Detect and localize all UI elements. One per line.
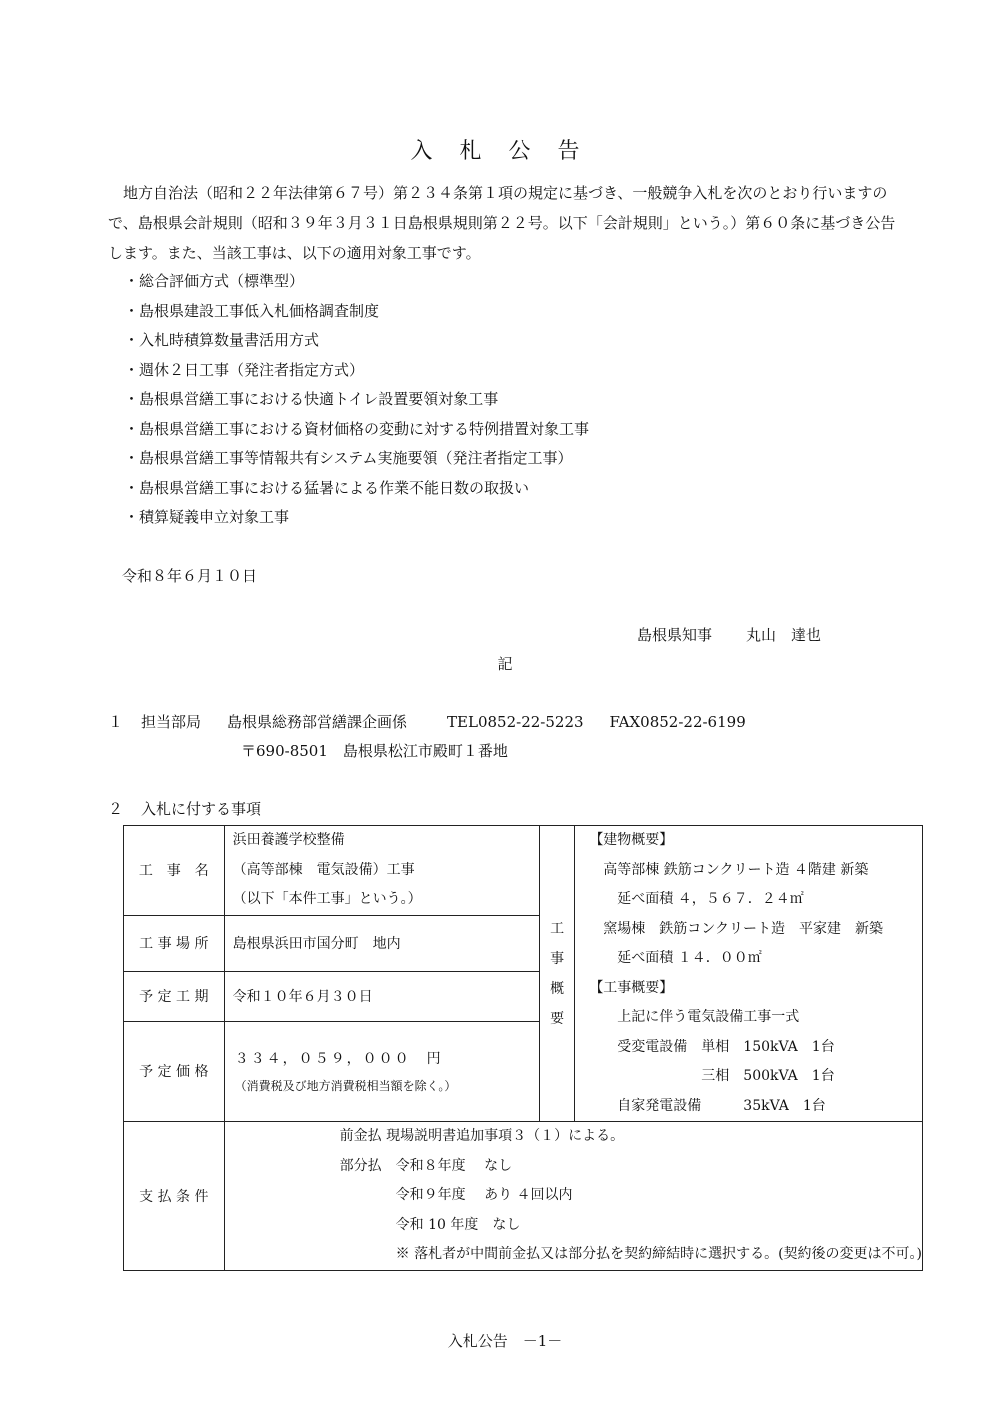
shiharai-line: 令和９年度 あり ４回以内 [339,1187,573,1203]
page-title: 入 札 公 告 [410,139,590,164]
gaiyou-label-char: 工 [550,920,565,937]
section2-label: 入札に付する事項 [141,800,262,818]
shiharai-value [224,1122,922,1271]
shiharai-line: 部分払 令和８年度 なし [339,1157,513,1174]
gaiyou-line: 自家発電設備 35kVA 1台 [589,1097,826,1114]
section2-number: ２ [108,800,124,818]
bullet-item: ・週休２日工事（発注者指定方式） [124,360,365,379]
gaiyou-value [575,826,923,1122]
bullet-item: ・総合評価方式（標準型） [124,272,305,290]
governor-signature [637,621,821,649]
gaiyou-line: 上記に伴う電気設備工事一式 [589,1009,800,1025]
governor-title: 島根県知事 [637,626,713,644]
section1-tel: TEL0852-22-5223 [447,713,584,731]
gaiyou-line: 三相 500kVA 1台 [589,1068,835,1084]
bullet-item: ・積算疑義申立対象工事 [124,508,290,526]
ki-heading: 記 [497,655,513,673]
gaiyou-label-char: 事 [550,950,565,967]
kouji-mei-value [224,826,539,916]
kouji-mei-line: （高等部棟 電気設備）工事 [232,861,415,878]
kouki-value: 令和１０年６月３０日 [224,971,539,1021]
section2-heading [108,795,261,823]
gaiyou-label [540,826,575,1122]
kakaku-label: 予 定 価 格 [124,1021,225,1121]
shiharai-line: 令和 10 年度 なし [339,1216,521,1233]
basho-label: 工 事 場 所 [124,915,225,971]
gaiyou-line: 【工事概要】 [589,979,674,996]
gaiyou-line: 延べ面積 １４．００㎡ [589,950,762,966]
bullet-list [124,267,589,533]
gaiyou-label-char: 概 [550,980,565,997]
notice-date: 令和８年６月１０日 [122,567,258,585]
gaiyou-line: 高等部棟 鉄筋コンクリート造 ４階建 新築 [589,861,869,878]
governor-name: 丸山 達也 [746,626,822,644]
gaiyou-line: 窯場棟 鉄筋コンクリート造 平家建 新築 [589,920,884,937]
section1-address: 〒690-8501 島根県松江市殿町１番地 [241,742,508,760]
shiharai-line: ※ 落札者が中間前金払又は部分払を契約締結時に選択する。(契約後の変更は不可。) [339,1246,922,1262]
bullet-item: ・島根県営繕工事における猛暑による作業不能日数の取扱い [124,478,530,497]
gaiyou-line: 受変電設備 単相 150kVA 1台 [589,1038,835,1055]
basho-value: 島根県浜田市国分町 地内 [224,915,539,971]
kakaku-cell [224,1021,539,1121]
bid-items-table [123,825,923,1271]
kouji-mei-label: 工 事 名 [124,826,225,916]
kouji-mei-line: 浜田養護学校整備 [232,832,345,849]
page-footer: 入札公告 －1－ [447,1332,563,1350]
section1-label: 担当部局 [141,713,202,731]
section1-number: １ [108,713,124,731]
bullet-item: ・島根県営繕工事における資材価格の変動に対する特例措置対象工事 [124,419,590,438]
gaiyou-line: 【建物概要】 [589,832,674,848]
kakaku-note: （消費税及び地方消費税相当額を除く。） [234,1079,457,1094]
bullet-item: ・島根県営繕工事における快適トイレ設置要領対象工事 [124,390,499,408]
gaiyou-label-char: 要 [550,1010,565,1027]
section1-dept: 島根県総務部営繕課企画係 [227,713,408,731]
gaiyou-line: 延べ面積 ４，５６７．２４㎡ [589,891,804,907]
bullet-item: ・入札時積算数量書活用方式 [124,331,320,349]
kouji-mei-line: （以下「本件工事」という。） [232,891,422,908]
shiharai-line: 前金払 現場説明書追加事項３（１）による。 [339,1128,625,1144]
shiharai-label: 支 払 条 件 [124,1122,225,1271]
kouki-label: 予 定 工 期 [124,971,225,1021]
bullet-item: ・島根県営繕工事等情報共有システム実施要領（発注者指定工事） [124,449,573,467]
section1-row [108,708,746,736]
section1-fax: FAX0852-22-6199 [609,713,746,731]
intro-paragraph: 地方自治法（昭和２２年法律第６７号）第２３４条第１項の規定に基づき、一般競争入札を次のとおり行いますので、島根県会計規則（昭和３９年３月３１日島根県規則第２２号。以下「会計規則」という。）第６０条に基づき公告します。また、当該工事は、以下の適用対象工事です。 [108,184,896,262]
bullet-item: ・島根県建設工事低入札価格調査制度 [124,301,380,320]
kakaku-value: ３３４，０５９，０００ 円 [234,1051,443,1068]
